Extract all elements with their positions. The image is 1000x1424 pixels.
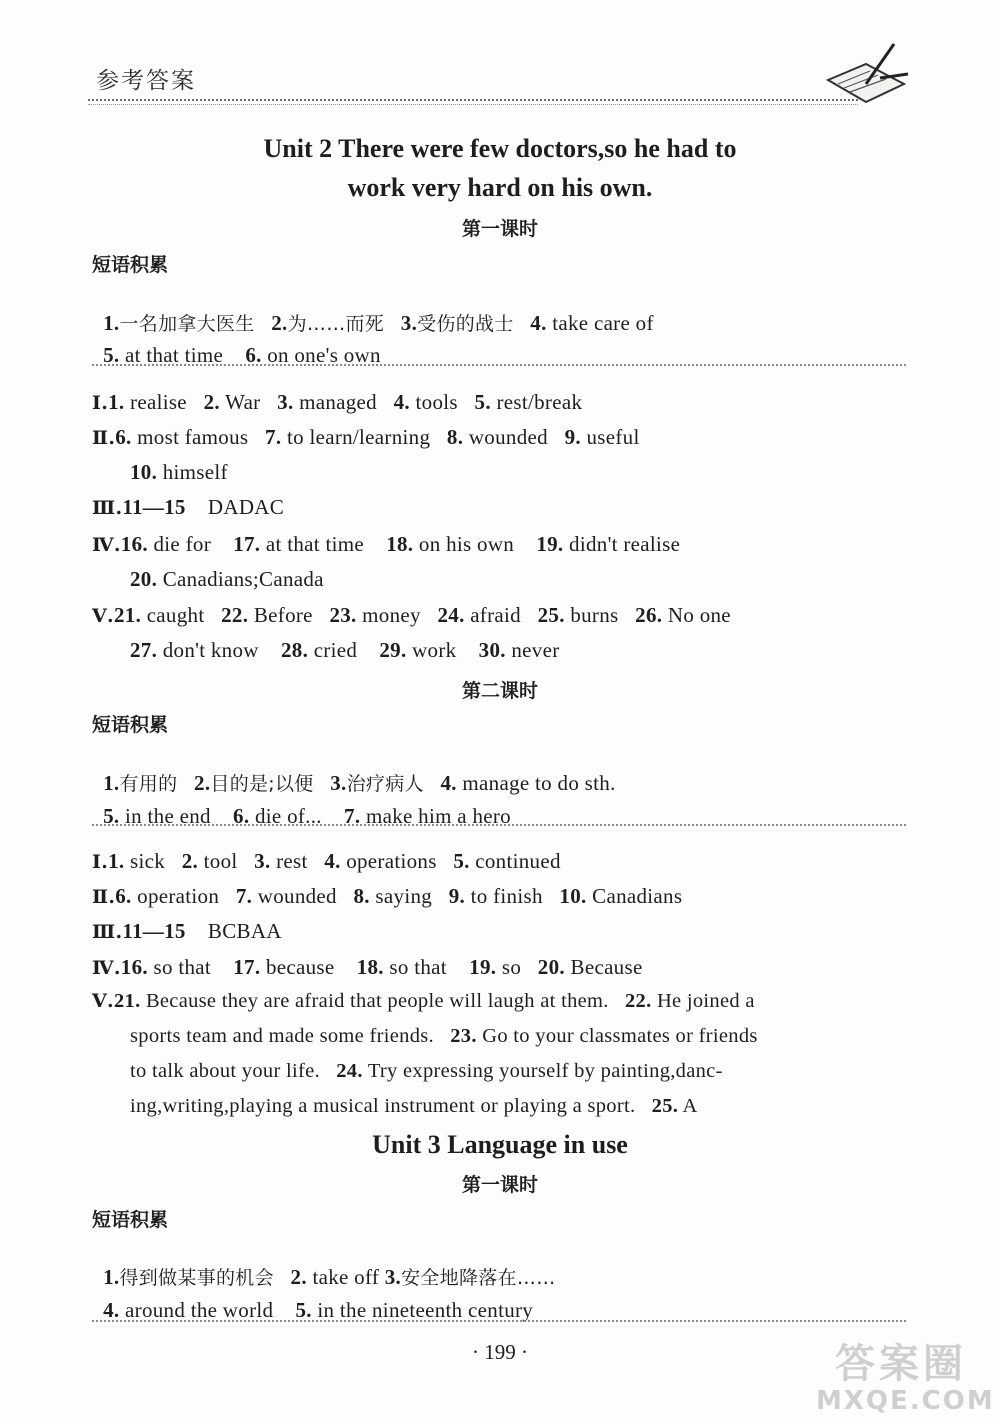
- answer-row: 20. Canadians;Canada: [130, 567, 324, 591]
- phrase-line: 1.一名加拿大医生 2.为……而死 3.受伤的战士 4. take care of: [103, 311, 654, 335]
- phrase-line: 5. in the end 6. die of... 7. make him a hero: [103, 804, 511, 828]
- answer-row: Ⅲ.11—15 BCBAA: [92, 919, 282, 943]
- phrase-section-label: 短语积累: [92, 1209, 169, 1231]
- header-title: 参考答案: [96, 68, 196, 94]
- lesson-heading: 第一课时: [461, 1174, 538, 1196]
- answer-row: 27. don't know 28. cried 29. work 30. never: [130, 638, 560, 662]
- answer-row: Ⅲ.11—15 DADAC: [92, 495, 285, 519]
- answer-row: to talk about your life. 24. Try expressing yourself by painting,danc-: [130, 1060, 723, 1082]
- notebook-pen-icon: [820, 40, 912, 110]
- answer-row: Ⅱ.6. operation 7. wounded 8. saying 9. to finish 10. Canadians: [92, 884, 683, 908]
- answer-row: Ⅳ.16. die for 17. at that time 18. on his own 19. didn't realise: [92, 532, 681, 556]
- phrase-line: 4. around the world 5. in the nineteenth century: [103, 1298, 534, 1322]
- answer-row: Ⅴ.21. Because they are afraid that people will laugh at them. 22. He joined a: [92, 990, 755, 1012]
- answer-row: Ⅰ.1. realise 2. War 3. managed 4. tools 5. rest/break: [92, 390, 583, 414]
- section-divider: [92, 824, 906, 826]
- phrase-line: 1.有用的 2.目的是;以便 3.治疗病人 4. manage to do sth.: [103, 771, 616, 795]
- header-divider: [88, 99, 858, 101]
- section-divider: [92, 364, 906, 366]
- phrase-line: 5. at that time 6. on one's own: [103, 343, 381, 367]
- answer-row: Ⅱ.6. most famous 7. to learn/learning 8. wounded 9. useful: [92, 425, 640, 449]
- answer-row: ing,writing,playing a musical instrument or playing a sport. 25. A: [130, 1095, 698, 1117]
- header-divider-secondary: [88, 104, 858, 105]
- phrase-section-label: 短语积累: [92, 254, 169, 276]
- phrase-section-label: 短语积累: [92, 714, 169, 736]
- answer-row: Ⅴ.21. caught 22. Before 23. money 24. afraid 25. burns 26. No one: [92, 603, 731, 627]
- unit2-title-line2: work very hard on his own.: [347, 173, 653, 202]
- answer-row: Ⅳ.16. so that 17. because 18. so that 19. so 20. Because: [92, 955, 643, 979]
- answer-row: 10. himself: [130, 460, 228, 484]
- phrase-line: 1.得到做某事的机会 2. take off 3.安全地降落在……: [103, 1265, 556, 1289]
- unit2-title-line1: Unit 2 There were few doctors,so he had to: [263, 134, 737, 163]
- lesson-heading: 第一课时: [461, 218, 538, 240]
- answer-row: sports team and made some friends. 23. Go to your classmates or friends: [130, 1025, 758, 1047]
- unit3-title: Unit 3 Language in use: [372, 1130, 628, 1159]
- lesson-heading: 第二课时: [461, 680, 538, 702]
- watermark-logo: 答案圈 MXQE.COM: [816, 1341, 995, 1416]
- page-number: · 199 ·: [472, 1340, 528, 1364]
- section-divider: [92, 1320, 906, 1322]
- answer-row: Ⅰ.1. sick 2. tool 3. rest 4. operations 5. continued: [92, 849, 561, 873]
